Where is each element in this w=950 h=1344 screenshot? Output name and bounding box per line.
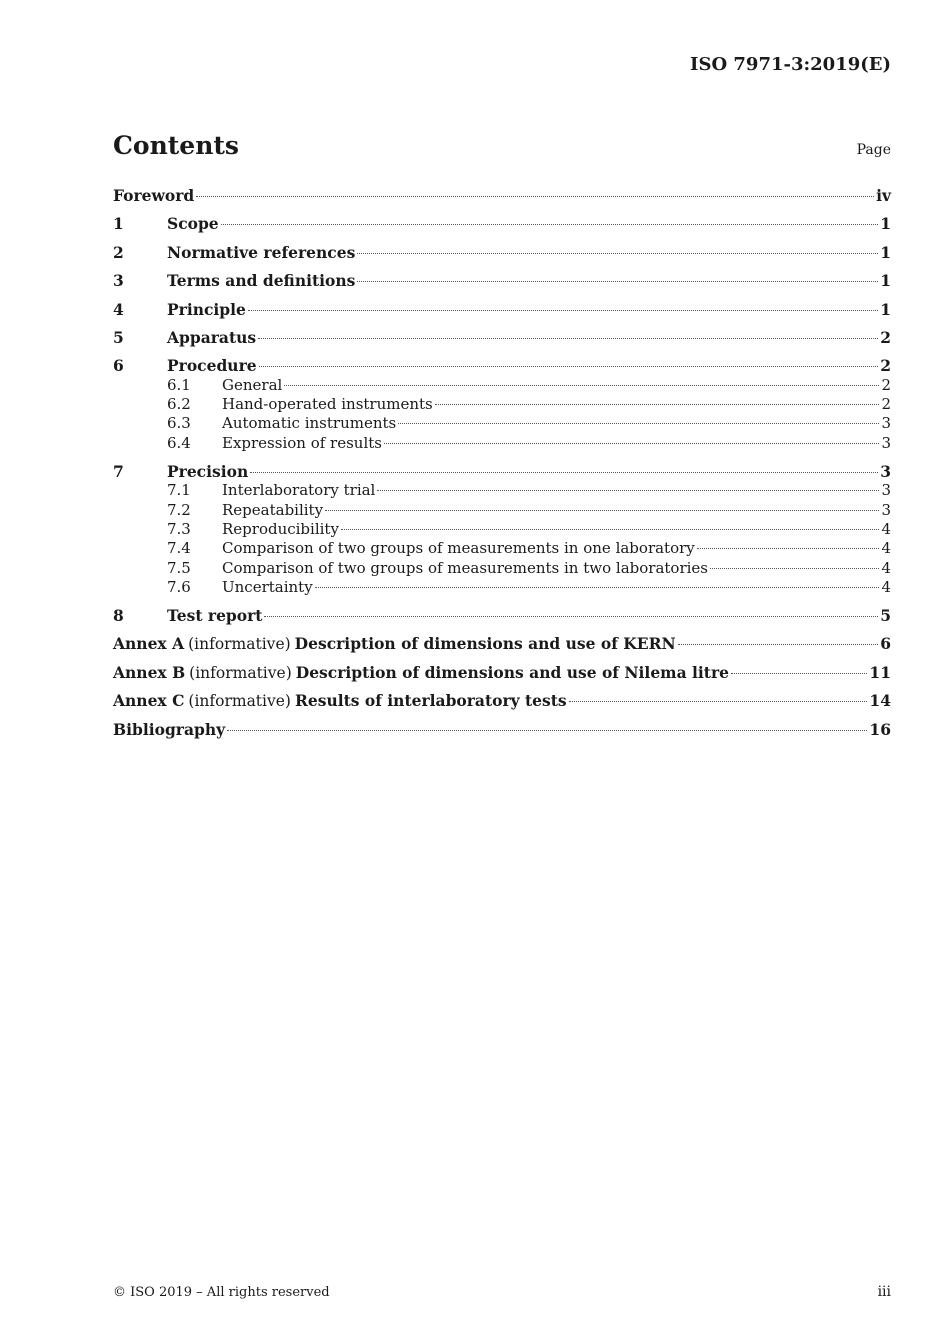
annex-page: 11 [869,662,891,682]
footer-page-number: iii [877,1284,891,1300]
toc-entry-apparatus[interactable] [113,324,891,352]
toc-entry-page: 3 [880,461,891,481]
toc-entry-page: 1 [880,242,891,262]
dot-leader [196,196,874,197]
annex-informative: (informative) [188,635,291,654]
toc-entry-number: 6 [113,356,124,376]
toc-entry-number: 7 [113,461,124,481]
footer-copyright: © ISO 2019 – All rights reserved [113,1285,330,1300]
toc-entry-annex-c[interactable] [113,687,891,715]
toc-entry-title: Procedure [167,356,257,376]
toc-subentry-title: Comparison of two groups of measurements in one laboratory [222,539,695,558]
toc-entry-foreword[interactable] [113,182,891,210]
toc-subentry-number: 6.4 [167,433,191,452]
dot-leader [259,366,879,367]
toc-subentry-page: 2 [881,395,891,414]
toc-subentry-page: 3 [881,481,891,500]
dot-leader [398,423,879,424]
toc-subentry-page: 2 [881,375,891,394]
toc-subentry-page: 4 [881,558,891,577]
annex-page: 6 [880,634,891,654]
toc-subentry-automatic-instruments[interactable] [113,414,891,433]
toc-subentry-title: Automatic instruments [222,414,397,433]
toc-subentry-number: 6.2 [167,395,191,414]
dot-leader [697,548,880,549]
dot-leader [248,310,878,311]
dot-leader [250,472,878,473]
toc-subentry-interlaboratory-trial[interactable] [113,481,891,500]
toc-subentry-reproducibility[interactable] [113,520,891,539]
annex-title: Description of dimensions and use of Nilema litre [295,662,729,682]
toc-entry-normative-references[interactable] [113,239,891,267]
toc-entry-title: Bibliography [113,719,226,739]
toc-entry-annex-a[interactable] [113,630,891,658]
toc-subentry-expression-of-results[interactable] [113,434,891,453]
toc-subentry-number: 6.3 [167,414,191,433]
toc-entry-title: Precision [167,461,249,481]
toc-entry-test-report[interactable] [113,602,891,630]
dot-leader [569,701,868,702]
toc-subentry-title: Reproducibility [222,519,339,538]
toc-entry-number: 8 [113,606,124,626]
toc-entry-page: 5 [880,606,891,626]
toc-subentry-hand-operated-instruments[interactable] [113,395,891,414]
toc-subentry-number: 7.4 [167,539,191,558]
toc-entry-bibliography[interactable] [113,716,891,744]
dot-leader [731,673,867,674]
dot-leader [227,730,867,731]
dot-leader [315,587,880,588]
toc-subentry-title: Hand-operated instruments [222,395,433,414]
toc-subentry-repeatability[interactable] [113,501,891,520]
toc-entry-title: Terms and definitions [167,271,356,291]
toc-subentry-title: Comparison of two groups of measurements in two laboratories [222,558,708,577]
toc-subentry-number: 6.1 [167,375,191,394]
annex-prefix: Annex C [113,691,185,711]
toc-subentry-uncertainty[interactable] [113,578,891,597]
toc-entry-page: 2 [880,327,891,347]
dot-leader [384,443,879,444]
toc-entry-page: 1 [880,299,891,319]
document-id: ISO 7971-3:2019(E) [690,54,891,75]
dot-leader [377,490,879,491]
toc-subentry-number: 7.6 [167,577,191,596]
annex-page: 14 [869,691,891,711]
toc-subentry-number: 7.5 [167,558,191,577]
toc-entry-number: 5 [113,327,124,347]
toc-entry-number: 2 [113,242,124,262]
toc-subentry-page: 4 [881,577,891,596]
dot-leader [341,529,880,530]
page-column-label: Page [856,142,891,158]
toc-entry-page: 2 [880,356,891,376]
toc-subentry-title: General [222,375,283,394]
toc-entry-terms-and-definitions[interactable] [113,267,891,295]
table-of-contents [113,182,891,744]
toc-entry-title: Scope [167,214,219,234]
annex-informative: (informative) [189,663,292,682]
toc-subentry-page: 3 [881,414,891,433]
dot-leader [284,385,879,386]
toc-entry-page: iv [876,186,891,205]
toc-subentry-page: 3 [881,500,891,519]
toc-entry-scope[interactable] [113,210,891,238]
toc-entry-title: Normative references [167,242,356,262]
dot-leader [357,253,878,254]
contents-heading: Contents [113,131,240,160]
dot-leader [325,510,879,511]
annex-title: Description of dimensions and use of KERN [294,634,676,654]
toc-entry-page: 1 [880,214,891,234]
toc-subentry-title: Interlaboratory trial [222,481,376,500]
toc-subentry-page: 4 [881,539,891,558]
dot-leader [264,616,878,617]
toc-entry-number: 4 [113,299,124,319]
annex-prefix: Annex A [113,634,185,654]
toc-entry-principle[interactable] [113,296,891,324]
toc-entry-title: Principle [167,299,246,319]
toc-entry-title: Foreword [113,186,195,205]
toc-subentry-title: Repeatability [222,500,324,519]
toc-entry-number: 3 [113,271,124,291]
dot-leader [710,568,879,569]
toc-entry-title: Apparatus [167,327,257,347]
toc-subentry-title: Expression of results [222,433,382,452]
toc-entry-page: 1 [880,271,891,291]
dot-leader [357,281,878,282]
toc-subentry-page: 3 [881,433,891,452]
toc-subentry-comparison-one-laboratory[interactable] [113,539,891,558]
toc-subentry-title: Uncertainty [222,577,313,596]
toc-subentry-number: 7.1 [167,481,191,500]
dot-leader [221,224,879,225]
toc-entry-title: Test report [167,606,263,626]
annex-title: Results of interlaboratory tests [294,691,567,711]
toc-entry-number: 1 [113,214,124,234]
annex-informative: (informative) [188,692,291,711]
toc-entry-annex-b[interactable] [113,659,891,687]
dot-leader [678,644,879,645]
toc-subentry-number: 7.3 [167,519,191,538]
annex-prefix: Annex B [113,662,186,682]
toc-subentry-comparison-two-laboratories[interactable] [113,559,891,578]
toc-subentry-number: 7.2 [167,500,191,519]
toc-entry-page: 16 [869,719,891,739]
dot-leader [435,404,880,405]
toc-subentry-general[interactable] [113,376,891,395]
dot-leader [258,338,878,339]
toc-subentry-page: 4 [881,519,891,538]
